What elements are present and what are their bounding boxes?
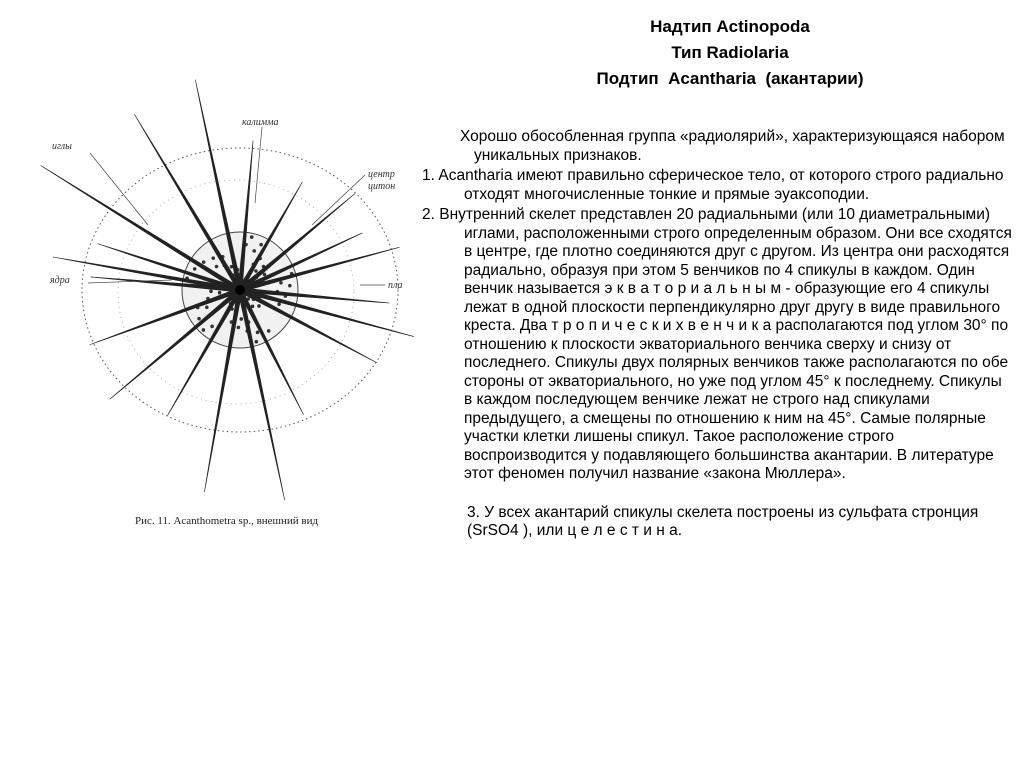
nucleus-dot [277, 302, 281, 306]
acanthometra-figure [30, 75, 430, 545]
nucleus-dot [254, 269, 258, 273]
nucleus-dot [259, 243, 263, 247]
intro-paragraph: Хорошо обособленная группа «радиолярий», характеризующаяся набором уникальных признаков. [460, 128, 1005, 164]
point-3: 3. У всех акантарий спикулы скелета построены из сульфата стронция (SrSO4 ), или ц е л е с т и н а. [467, 503, 979, 539]
nucleus-dot [254, 340, 258, 344]
nucleus-dot [205, 305, 209, 309]
label-plasma: пла [388, 280, 403, 291]
title-superphylum: Надтип Actinopoda [650, 17, 810, 36]
nucleus-dot [250, 235, 254, 239]
nucleus-dot [239, 317, 243, 321]
figure-caption: Рис. 11. Acanthometra sp., внешний вид [135, 515, 319, 527]
nucleus-dot [267, 329, 271, 333]
nucleus-dot [252, 249, 256, 253]
nucleus-dot [202, 328, 206, 332]
nucleus-dot [197, 317, 201, 321]
acanthometra-illustration [30, 75, 430, 515]
title-block [500, 14, 960, 92]
label-central-capsule-1: центр [368, 169, 395, 180]
label-central-capsule-2: цитон [368, 181, 396, 192]
nucleus-dot [209, 289, 213, 293]
main-text [422, 128, 1012, 541]
nucleus-dot [202, 260, 206, 264]
point-1: 1. Acantharia имеют правильно сферическое тело, от которого строго радиально отходят многочисленные тонкие и прямые эуаксоподии. [422, 167, 1004, 203]
nucleus-dot [288, 284, 292, 288]
nucleus-dot [257, 304, 261, 308]
label-calymma: калимма [242, 117, 279, 128]
nucleus-dot [279, 281, 283, 285]
label-leader-line [255, 127, 262, 203]
nucleus-dot [256, 331, 260, 335]
title-phylum: Тип Radiolaria [671, 43, 789, 62]
nucleus-dot [237, 326, 241, 330]
label-leader-line [312, 175, 365, 225]
spicule-center [235, 285, 245, 295]
point-2: 2. Внутренний скелет представлен 20 радиальными (или 10 диаметральными) иглами, расположенными строго определенным образом. Они все сходятся в центре, где плотно соединяются друг с другом. Из центра они расходятся радиально, образуя при этом 5 венчиков по 4 спикулы в каждом. Один венчик называется э к в а т о р и а л ь н ы м - образующие его 4 спикулы лежат в одной плоскости перпендикулярно друг другу в виде правильного креста. Два т р о п и ч е с к и х в е н ч и к а располагаются под углом 30° по отношению к плоскости экваториального венчика сверху и снизу от последнего. Спикулы двух полярных венчиков также располагаются по обе стороны от экваториального, но уже под углом 45° к последнему. Спикулы в каждом последующем венчике лежат не строго над спикулами предыдущего, а смещены по отношению к ним на 45°. Самые полярные участки клетки лишены спикул. Такое расположение строго воспроизводится у подавляющего большинства акантарии. В литературе этот феномен получил название «закона Мюллера». [422, 206, 1012, 482]
nucleus-dot [218, 291, 222, 295]
title-subphylum: Подтип Acantharia (акантарии) [596, 69, 864, 88]
nucleus-dot [215, 265, 219, 269]
label-nuclei: ядра [50, 275, 70, 286]
nucleus-dot [211, 256, 215, 260]
nucleus-dot [193, 267, 197, 271]
nucleus-dot [210, 325, 214, 329]
label-needles: иглы [52, 141, 72, 152]
